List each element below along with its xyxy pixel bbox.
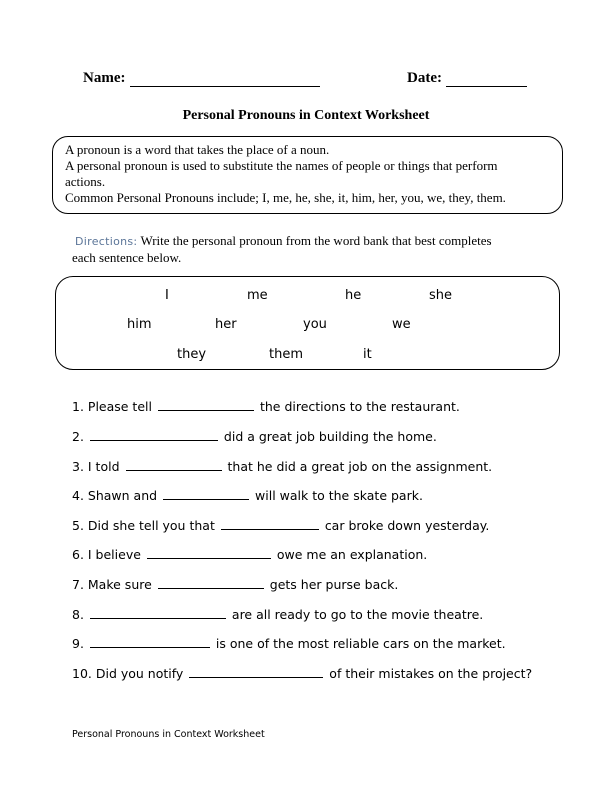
question-text: car broke down yesterday. [324, 518, 490, 533]
date-label: Date: [407, 70, 442, 86]
question-text: 6. I believe [72, 547, 141, 562]
question-text: that he did a great job on the assignment. [227, 459, 493, 474]
question-6 [72, 546, 427, 562]
question-text: are all ready to go to the movie theatre. [231, 607, 484, 622]
question-text: 7. Make sure [72, 577, 152, 592]
question-text: 8. [72, 607, 84, 622]
footer-text: Personal Pronouns in Context Worksheet [72, 729, 265, 740]
word-bank-item: it [363, 347, 372, 362]
header-row [0, 70, 612, 92]
answer-blank[interactable] [221, 517, 319, 530]
question-text: 10. Did you notify [72, 666, 184, 681]
question-text: did a great job building the home. [223, 429, 437, 444]
word-bank-item: him [127, 317, 152, 332]
question-text: 3. I told [72, 459, 120, 474]
question-text: 2. [72, 429, 84, 444]
word-bank-item: her [215, 317, 237, 332]
word-bank-item: he [345, 288, 362, 303]
word-bank-item: they [177, 347, 207, 362]
question-10 [72, 665, 532, 681]
definition-line: A personal pronoun is used to substitute the names of people or things that perform [65, 158, 498, 173]
word-bank-item: me [247, 288, 268, 303]
answer-blank[interactable] [158, 576, 264, 589]
word-bank-item: we [392, 317, 411, 332]
word-bank-item: them [269, 347, 303, 362]
answer-blank[interactable] [163, 487, 249, 500]
definition-line: Common Personal Pronouns include; I, me, he, she, it, him, her, you, we, they, them. [65, 190, 506, 205]
date-field[interactable] [446, 86, 527, 87]
word-bank-item: I [165, 288, 169, 303]
definition-line: actions. [65, 174, 106, 189]
answer-blank[interactable] [147, 546, 271, 559]
question-text: 4. Shawn and [72, 488, 158, 503]
definition-line: A pronoun is a word that takes the place of a noun. [65, 142, 330, 157]
word-bank-item: you [303, 317, 327, 332]
directions-text: Write the personal pronoun from the word bank that best completes [140, 233, 492, 248]
question-text: owe me an explanation. [276, 547, 428, 562]
word-bank-item: she [429, 288, 453, 303]
question-text: of their mistakes on the project? [329, 666, 533, 681]
question-2 [72, 428, 437, 444]
question-7 [72, 576, 398, 592]
question-9 [72, 635, 506, 651]
answer-blank[interactable] [90, 606, 226, 619]
question-8 [72, 606, 483, 622]
question-1 [72, 398, 460, 414]
question-text: will walk to the skate park. [255, 488, 423, 503]
answer-blank[interactable] [158, 398, 254, 411]
page-title: Personal Pronouns in Context Worksheet [182, 108, 430, 123]
directions-label: Directions: [75, 235, 138, 248]
definition-box [52, 136, 563, 214]
question-text: 5. Did she tell you that [72, 518, 215, 533]
question-4 [72, 487, 423, 503]
answer-blank[interactable] [189, 665, 323, 678]
directions-text: each sentence below. [72, 250, 182, 265]
question-text: is one of the most reliable cars on the market. [215, 636, 506, 651]
question-5 [72, 517, 489, 533]
word-bank [55, 276, 560, 370]
question-text: the directions to the restaurant. [259, 399, 460, 414]
answer-blank[interactable] [90, 428, 218, 441]
answer-blank[interactable] [90, 635, 210, 648]
question-text: 9. [72, 636, 84, 651]
question-text: 1. Please tell [72, 399, 152, 414]
question-text: gets her purse back. [269, 577, 399, 592]
name-label: Name: [83, 70, 126, 86]
answer-blank[interactable] [126, 458, 222, 471]
directions [72, 233, 565, 266]
name-field[interactable] [130, 86, 320, 87]
question-3 [72, 458, 492, 474]
